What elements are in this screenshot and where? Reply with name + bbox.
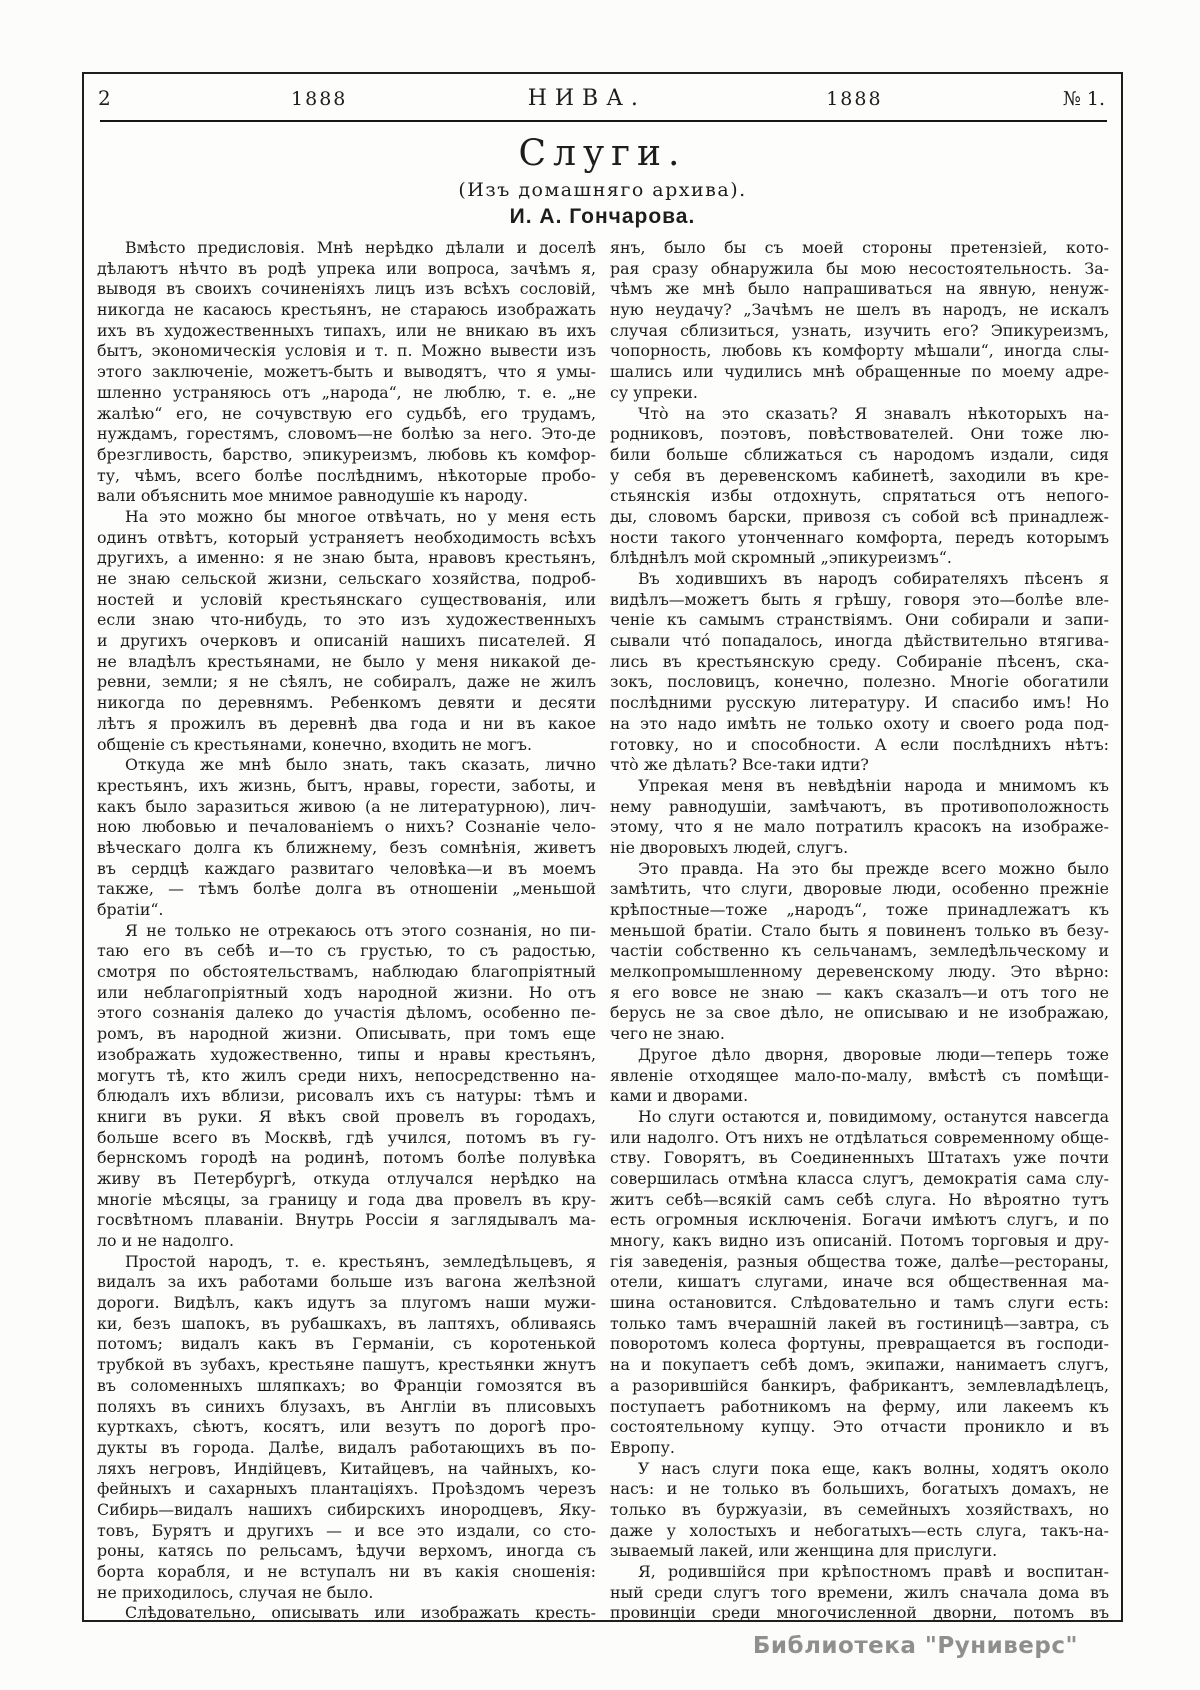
header-year-right: 1888: [826, 88, 883, 110]
text-line: житъ себѣ—всякій самъ себѣ слуга. Но вѣроятно тутъ: [610, 1189, 1109, 1209]
text-line: я его вовсе не знаю — какъ сказалъ—и отъ того не: [610, 982, 1109, 1002]
text-column-left: [97, 238, 596, 1624]
text-line: брезгливость, барство, эпикуреизмъ, любовь къ комфор-: [97, 444, 596, 464]
text-line: ды, словомъ барски, привозя съ собой всѣ принадлеж-: [610, 506, 1109, 526]
paragraph: [610, 404, 1109, 570]
text-line: одинъ отвѣтъ, который устраняетъ необходимость всѣхъ: [97, 527, 596, 547]
paragraph: [610, 569, 1109, 776]
text-line: ту, чѣмъ, всего болѣе послѣднимъ, нѣкоторые пробо-: [97, 465, 596, 485]
text-line: таю его въ себѣ и—то съ грустью, то съ радостью,: [97, 941, 596, 961]
text-line: больше всего въ Москвѣ, гдѣ учился, потомъ въ гу-: [97, 1127, 596, 1147]
text-line: су упреки.: [610, 382, 698, 402]
text-line: совершилась отмѣна класса слугъ, демократія сама слу-: [610, 1168, 1109, 1188]
paragraph: [610, 1562, 1109, 1624]
text-line: видѣлъ—можетъ быть я грѣшу, говоря это—болѣе вле-: [610, 589, 1109, 609]
text-line: трубкой въ зубахъ, крестьяне пашутъ, крестьянки жнутъ: [97, 1355, 596, 1375]
text-line: на и покупаетъ себѣ домъ, экипажи, нанимаетъ слугъ,: [610, 1355, 1109, 1375]
text-column-right: [610, 238, 1109, 1624]
text-line: Что̀ на это сказать? Я знавалъ нѣкоторыхъ на-: [638, 403, 1109, 423]
text-line: нуждамъ, горестямъ, словомъ—не болѣю за него. Это-де: [97, 424, 596, 444]
text-line: отели, кишатъ слугами, иначе вся общественная ма-: [610, 1272, 1109, 1292]
header-rule: [100, 120, 1107, 122]
text-line: нему равнодушіи, замѣчаютъ, въ противоположность: [610, 796, 1109, 816]
text-line: даже у холостыхъ и небогатыхъ—есть слуга, такъ-на-: [610, 1520, 1109, 1540]
text-line: били больше сближаться съ народомъ издали, сидя: [610, 444, 1109, 464]
text-line: стьянскія избы отдохнуть, спрятаться отъ непого-: [610, 486, 1109, 506]
text-line: никогда не касаюсь крестьянъ, не стараюсь изображать: [97, 300, 596, 320]
text-line: и другихъ очерковъ и описаній нашихъ писателей. Я: [97, 631, 596, 651]
text-line: вали объяснить мое мнимое равнодушіе къ народу.: [97, 486, 529, 506]
text-line: замѣтить, что слуги, дворовые люди, особенно прежніе: [610, 879, 1109, 899]
text-line: борта корабля, и не вступалъ ни въ какія сношенія:: [97, 1562, 596, 1581]
text-line: или надолго. Отъ нихъ не отдѣлаться современному обще-: [610, 1127, 1109, 1147]
text-line: крестьянъ, ихъ жизнь, бытъ, нравы, горести, заботы, и: [97, 775, 596, 795]
text-line: ною любовью и печалованіемъ о нихъ? Сознаніе чело-: [97, 817, 596, 837]
text-line: ную неудачу? „Зачѣмъ не шелъ въ народъ, не искалъ: [610, 300, 1109, 320]
paragraph: [610, 776, 1109, 859]
page-header: [84, 74, 1121, 111]
text-line: частіи собственно къ сельчанамъ, земледѣльческому и: [610, 941, 1109, 961]
issue-number: № 1.: [1062, 88, 1105, 110]
text-line: поляхъ въ синихъ блузахъ, въ Англіи въ плисовыхъ: [97, 1396, 596, 1416]
text-line: Другое дѣло дворня, дворовые люди—теперь тоже: [638, 1044, 1109, 1064]
text-line: шались или чудились мнѣ обращенные по моему адре-: [610, 362, 1109, 382]
text-line: фейныхъ и сахарныхъ плантаціяхъ. Проѣздомъ черезъ: [97, 1479, 596, 1499]
article-title: Слуги.: [518, 133, 687, 174]
article-body: [84, 229, 1121, 1624]
text-line: состоятельному купцу. Это отчасти проникло и въ: [610, 1417, 1109, 1437]
text-line: какъ было заразиться живою (а не литературною), лич-: [97, 796, 596, 816]
text-line: этому, что я не мало потратилъ красокъ на изображе-: [610, 817, 1109, 837]
text-line: живу въ Петербургѣ, откуда отлучался нерѣдко на: [97, 1168, 596, 1188]
text-line: Вмѣсто предисловія. Мнѣ нерѣдко дѣлали и доселѣ: [125, 238, 596, 257]
text-line: товъ, Бурятъ и другихъ — и все это издали, со сто-: [97, 1520, 596, 1540]
text-line: дукты въ города. Далѣе, видалъ работающихъ въ по-: [97, 1437, 596, 1457]
text-line: ностей и условій крестьянскаго существованія, или: [97, 589, 596, 609]
text-line: чего не знаю.: [610, 1024, 725, 1044]
paragraph: [610, 859, 1109, 1045]
text-line: видалъ за ихъ работами больше изъ вагона желѣзной: [97, 1272, 596, 1292]
text-line: смотря по обстоятельствамъ, наблюдаю благопріятный: [97, 962, 596, 982]
text-line: сывали что́ попадалось, иногда дѣйствительно втягива-: [610, 631, 1109, 651]
text-line: крѣпостные—тоже „народъ“, тоже принадлежатъ къ: [610, 900, 1109, 919]
text-line: дороги. Видѣлъ, какъ идутъ за плугомъ наши мужи-: [97, 1293, 596, 1313]
text-line: а разорившійся банкиръ, фабрикантъ, землевладѣлецъ,: [610, 1375, 1109, 1395]
text-line: гія заведенія, разныя общества тоже, далѣе—рестораны,: [610, 1251, 1109, 1271]
text-line: поворотомъ колеса фортуны, превращается въ господи-: [610, 1334, 1109, 1354]
text-line: берусь не за свое дѣло, не описываю и не изображаю,: [610, 1003, 1109, 1023]
text-line: бернскомъ городѣ на родинѣ, потомъ болѣе полувѣка: [97, 1148, 596, 1168]
text-line: только въ буржуазіи, въ семейныхъ хозяйствахъ, но: [610, 1499, 1109, 1519]
text-line: ками и дворами.: [610, 1086, 749, 1106]
text-line: Упрекая меня въ невѣдѣніи народа и мнимомъ къ: [638, 775, 1109, 795]
text-line: послѣдними русскую литературу. И спасибо имъ! Но: [610, 693, 1109, 713]
paragraph: [97, 1603, 596, 1624]
text-line: курткахъ, сѣютъ, косятъ, или везутъ по дорогѣ про-: [97, 1417, 596, 1437]
text-line: меньшой братіи. Стало быть я повиненъ только въ безу-: [610, 920, 1109, 940]
text-line: янъ, было бы съ моей стороны претензіей, кото-: [610, 238, 1109, 257]
paragraph: [610, 1045, 1109, 1107]
text-line: есть огромныя исключенія. Богачи имѣютъ слугъ, и по: [610, 1210, 1109, 1230]
article-title-block: [84, 132, 1121, 229]
paragraph: [610, 1107, 1109, 1459]
text-line: шина остановится. Слѣдовательно и тамъ слуги есть:: [610, 1293, 1109, 1313]
text-line: У насъ слуги пока еще, какъ волны, ходятъ около: [638, 1458, 1109, 1478]
library-watermark: Библиотека "Руниверс": [752, 1633, 1078, 1659]
paragraph: [97, 507, 596, 755]
text-line: рая сразу обнаружила бы мою несостоятельность. За-: [610, 258, 1109, 278]
text-line: что̀ же дѣлать? Все-таки идти?: [610, 755, 869, 775]
text-line: если знаю что-нибудь, то это изъ художественныхъ: [97, 610, 596, 630]
text-line: ляхъ негровъ, Индійцевъ, Китайцевъ, на чайныхъ, ко-: [97, 1458, 596, 1478]
article-subtitle: (Изъ домашняго архива).: [458, 179, 747, 201]
text-line: Европу.: [610, 1437, 675, 1457]
text-line: готовку, но и способности. А если послѣднихъ нѣтъ:: [610, 734, 1109, 754]
text-line: ло и не надолго.: [97, 1231, 235, 1250]
text-line: другихъ, а именно: я не знаю быта, нравовъ крестьянъ,: [97, 548, 596, 568]
text-line: у себя въ деревенскомъ кабинетѣ, заходили въ кре-: [610, 465, 1109, 485]
text-line: Я не только не отрекаюсь отъ этого сознанія, но пи-: [125, 920, 596, 940]
page-number: 2: [98, 86, 111, 110]
text-line: блѣднѣлъ мой скромный „эпикуреизмъ“.: [610, 548, 952, 568]
text-line: зокъ, пословицъ, конечно, полезно. Многіе обогатили: [610, 672, 1109, 692]
paragraph: [97, 921, 596, 1252]
text-line: Откуда же мнѣ было знать, такъ сказать, лично: [125, 755, 596, 775]
text-line: ихъ въ художественныхъ типахъ, или не вникаю въ ихъ: [97, 320, 596, 340]
paragraph: [610, 238, 1109, 404]
text-line: этого заключеніе, можетъ-быть и выводятъ, что я умы-: [97, 362, 596, 382]
text-line: госвѣтномъ плаваніи. Внутрь Россіи я заглядывалъ ма-: [97, 1210, 596, 1230]
text-line: изображать художественно, типы и нравы крестьянъ,: [97, 1044, 596, 1064]
text-line: на это надо имѣть не только охоту и своего рода под-: [610, 713, 1109, 733]
text-line: только тамъ вчерашній лакей въ гостиницѣ—завтра, съ: [610, 1313, 1109, 1333]
text-line: ніе дворовыхъ людей, слугъ.: [610, 837, 849, 857]
text-line: книги въ руки. Я вѣкъ свой провелъ въ городахъ,: [97, 1106, 596, 1126]
paragraph: [610, 1459, 1109, 1562]
text-line: выводя въ своихъ сочиненіяхъ лицъ изъ всѣхъ сословій,: [97, 279, 596, 299]
paragraph: [97, 755, 596, 921]
text-line: ревни, земли; я не сѣялъ, не собиралъ, даже не жилъ: [97, 672, 596, 692]
text-line: могутъ тѣ, кто жилъ среди нихъ, непосредственно на-: [97, 1065, 596, 1085]
text-line: лѣтъ я прожилъ въ деревнѣ два года и ни въ какое: [97, 713, 596, 733]
text-line: не приходилось, случая не было.: [97, 1582, 374, 1602]
text-line: чопорность, любовь къ комфорту мѣшали“, иногда слы-: [610, 341, 1109, 361]
text-line: Я, родившійся при крѣпостномъ правѣ и воспитан-: [638, 1562, 1109, 1581]
paragraph: [97, 1252, 596, 1604]
text-line: насъ: и не только въ большихъ, богатыхъ домахъ, не: [610, 1479, 1109, 1499]
text-line: этого сознанія далеко до участія дѣломъ, особенно пе-: [97, 1003, 596, 1023]
text-line: многіе мѣсяцы, за границу и года два провелъ въ кру-: [97, 1189, 596, 1209]
text-line: жалѣю“ его, не сочувствую его судьбѣ, его трудамъ,: [97, 403, 596, 423]
text-line: мелкопромышленному деревенскому люду. Это вѣрно:: [610, 962, 1109, 982]
text-line: шленно устраняюсь отъ „народа“, не люблю, т. е. „не: [97, 382, 596, 402]
text-line: провинціи среди многочисленной дворни, потомъ въ: [610, 1603, 1109, 1623]
text-line: общеніе съ крестьянами, конечно, входить не могъ.: [97, 734, 532, 754]
text-line: Въ ходившихъ въ народъ собирателяхъ пѣсенъ я: [638, 569, 1109, 588]
text-line: дѣлаютъ нѣчто въ родѣ упрека или вопроса, зачѣмъ я,: [97, 258, 596, 278]
text-line: никогда по деревнямъ. Ребенкомъ девяти и десяти: [97, 693, 596, 713]
text-line: На это можно бы многое отвѣчать, но у меня есть: [125, 506, 596, 526]
text-line: въ соломенныхъ шляпкахъ; во Франціи гомозятся въ: [97, 1375, 596, 1395]
text-line: Слѣдовательно, описывать или изображать кресть-: [125, 1603, 596, 1623]
text-line: чѣмъ же мнѣ было напрашиваться на явную, ненуж-: [610, 279, 1109, 299]
article-author: И. А. Гончарова.: [509, 205, 696, 228]
text-line: роны, катясь по рельсамъ, ѣдучи верхомъ, иногда съ: [97, 1541, 596, 1561]
text-line: Это правда. На это бы прежде всего можно было: [638, 858, 1109, 878]
masthead-title: НИВА.: [527, 86, 646, 111]
text-line: ромъ, въ народной жизни. Описывать, при томъ еще: [97, 1024, 596, 1044]
page-border-frame: [82, 72, 1123, 1622]
text-line: Простой народъ, т. е. крестьянъ, земледѣльцевъ, я: [125, 1251, 596, 1271]
text-line: не знаю сельской жизни, сельскаго хозяйства, подроб-: [97, 569, 596, 588]
text-line: также, — тѣмъ болѣе долга въ отношеніи „меньшой: [97, 879, 596, 899]
text-line: въ сердцѣ каждаго развитаго человѣка—и въ моемъ: [97, 858, 596, 878]
text-line: или неблагопріятный ходъ народной жизни. Но отъ: [97, 982, 596, 1002]
text-line: многу, какъ видно изъ описаній. Потомъ торговыя и дру-: [610, 1231, 1109, 1250]
text-line: зываемый лакей, или женщина для прислуги.: [610, 1541, 998, 1561]
text-line: лись въ крестьянскую среду. Собираніе пѣсенъ, ска-: [610, 651, 1109, 671]
text-line: Сибирь—видалъ нашихъ сибирскихъ инородцевъ, Яку-: [97, 1499, 596, 1519]
text-line: не владѣлъ крестьянами, не было у меня никакой де-: [97, 651, 596, 671]
text-line: явленіе отходящее мало-по-малу, вмѣстѣ съ помѣщи-: [610, 1065, 1109, 1085]
text-line: ству. Говорятъ, въ Соединенныхъ Штатахъ уже почти: [610, 1148, 1109, 1168]
text-line: потомъ; видалъ какъ въ Германіи, съ коротенькой: [97, 1334, 596, 1354]
text-line: Но слуги остаются и, повидимому, останутся навсегда: [638, 1106, 1109, 1126]
text-line: вѣческаго долга къ ближнему, безъ сомнѣнія, живетъ: [97, 837, 596, 857]
text-line: ченіе къ самымъ странствіямъ. Они собирали и запи-: [610, 610, 1109, 630]
header-year-left: 1888: [291, 88, 348, 110]
text-line: блюдалъ ихъ вблизи, рисовалъ ихъ съ натуры: тѣмъ и: [97, 1086, 596, 1106]
text-line: родниковъ, поэтовъ, повѣствователей. Они тоже лю-: [610, 424, 1109, 444]
text-line: ки, безъ шапокъ, въ рубашкахъ, въ лаптяхъ, обливаясь: [97, 1313, 596, 1333]
text-line: ный среди слугъ того времени, жилъ сначала дома въ: [610, 1582, 1109, 1602]
text-line: поступаетъ работникомъ на ферму, или лакеемъ къ: [610, 1396, 1109, 1416]
text-line: ности такого утонченнаго комфорта, передъ которымъ: [610, 527, 1109, 547]
paragraph: [97, 238, 596, 507]
text-line: случая сблизиться, узнать, изучить его? Эпикуреизмъ,: [610, 320, 1109, 340]
text-line: братіи“.: [97, 900, 164, 919]
text-line: бытъ, экономическія условія и т. п. Можно вывести изъ: [97, 341, 596, 361]
